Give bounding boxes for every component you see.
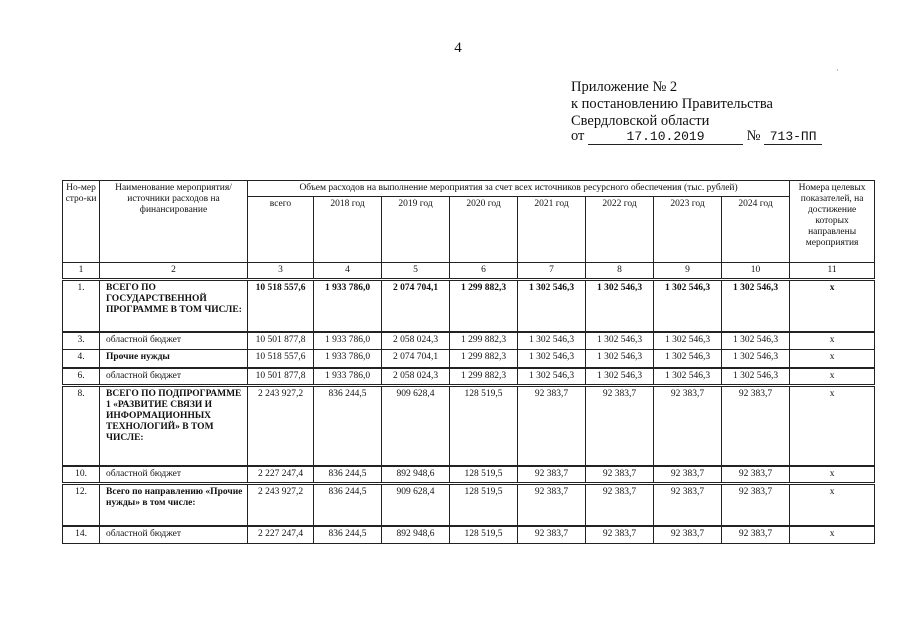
row-number: 12. <box>63 484 100 526</box>
row-value: 128 519,5 <box>450 466 518 484</box>
row-value: 1 299 882,3 <box>450 350 518 368</box>
from-label: от <box>571 128 585 144</box>
column-number: 6 <box>450 263 518 280</box>
header-2021: 2021 год <box>518 197 586 263</box>
appendix-line-2: к постановлению Правительства <box>571 96 773 112</box>
row-target: x <box>790 368 875 386</box>
row-value: 892 948,6 <box>382 466 450 484</box>
header-2018: 2018 год <box>314 197 382 263</box>
row-value: 1 302 546,3 <box>518 368 586 386</box>
row-value: 836 244,5 <box>314 386 382 466</box>
number-label: № <box>746 128 761 144</box>
column-number: 1 <box>63 263 100 280</box>
row-value: 1 302 546,3 <box>722 368 790 386</box>
row-value: 92 383,7 <box>518 484 586 526</box>
row-value: 128 519,5 <box>450 386 518 466</box>
row-value: 92 383,7 <box>722 484 790 526</box>
row-value: 2 074 704,1 <box>382 350 450 368</box>
table-body <box>63 280 875 544</box>
row-value: 2 074 704,1 <box>382 280 450 332</box>
row-value: 92 383,7 <box>722 466 790 484</box>
row-value: 92 383,7 <box>586 386 654 466</box>
row-name: областной бюджет <box>100 466 248 484</box>
row-value: 892 948,6 <box>382 526 450 544</box>
row-value: 1 302 546,3 <box>518 350 586 368</box>
row-value: 1 299 882,3 <box>450 280 518 332</box>
row-value: 1 302 546,3 <box>722 350 790 368</box>
row-value: 92 383,7 <box>654 386 722 466</box>
table-row <box>63 484 875 526</box>
header-targets: Номера целевых показателей, на достижение которых направлены мероприятия <box>790 181 875 263</box>
row-value: 1 302 546,3 <box>518 332 586 350</box>
column-number: 5 <box>382 263 450 280</box>
table-row <box>63 386 875 466</box>
row-value: 1 302 546,3 <box>586 332 654 350</box>
row-value: 1 302 546,3 <box>654 368 722 386</box>
expenses-table <box>62 180 875 544</box>
row-value: 1 302 546,3 <box>654 332 722 350</box>
row-value: 92 383,7 <box>586 526 654 544</box>
row-value: 1 302 546,3 <box>586 368 654 386</box>
row-value: 92 383,7 <box>654 484 722 526</box>
row-target: x <box>790 332 875 350</box>
row-value: 1 299 882,3 <box>450 368 518 386</box>
row-target: x <box>790 350 875 368</box>
header-2020: 2020 год <box>450 197 518 263</box>
header-name: Наименование мероприятия/ источники расходов на финансирование <box>100 181 248 263</box>
row-value: 2 058 024,3 <box>382 332 450 350</box>
header-2023: 2023 год <box>654 197 722 263</box>
row-value: 128 519,5 <box>450 526 518 544</box>
row-target: x <box>790 466 875 484</box>
row-value: 1 933 786,0 <box>314 350 382 368</box>
row-value: 909 628,4 <box>382 386 450 466</box>
row-value: 2 227 247,4 <box>248 526 314 544</box>
table-row <box>63 466 875 484</box>
row-value: 1 302 546,3 <box>654 350 722 368</box>
row-value: 2 227 247,4 <box>248 466 314 484</box>
table-row <box>63 350 875 368</box>
column-number: 11 <box>790 263 875 280</box>
row-name: областной бюджет <box>100 332 248 350</box>
row-target: x <box>790 526 875 544</box>
row-name: ВСЕГО ПО ГОСУДАРСТВЕННОЙ ПРОГРАММЕ В ТОМ ЧИСЛЕ: <box>100 280 248 332</box>
column-number: 4 <box>314 263 382 280</box>
row-value: 92 383,7 <box>518 466 586 484</box>
row-number: 8. <box>63 386 100 466</box>
row-number: 4. <box>63 350 100 368</box>
header-2024: 2024 год <box>722 197 790 263</box>
row-value: 2 243 927,2 <box>248 484 314 526</box>
row-number: 14. <box>63 526 100 544</box>
table-row <box>63 368 875 386</box>
row-name: Всего по направлению «Прочие нужды» в том числе: <box>100 484 248 526</box>
row-value: 1 933 786,0 <box>314 280 382 332</box>
row-target: x <box>790 484 875 526</box>
appendix-title: Приложение № 2 <box>571 79 678 95</box>
header-total: всего <box>248 197 314 263</box>
row-value: 1 302 546,3 <box>654 280 722 332</box>
header-volume: Объем расходов на выполнение мероприятия за счет всех источников ресурсного обеспечения (тыс. рублей) <box>248 181 790 197</box>
row-value: 92 383,7 <box>586 466 654 484</box>
column-numbers-row <box>63 263 875 280</box>
row-value: 836 244,5 <box>314 484 382 526</box>
row-value: 10 518 557,6 <box>248 350 314 368</box>
row-number: 1. <box>63 280 100 332</box>
row-value: 1 302 546,3 <box>586 280 654 332</box>
row-value: 92 383,7 <box>518 386 586 466</box>
column-number: 10 <box>722 263 790 280</box>
row-value: 92 383,7 <box>586 484 654 526</box>
header-2022: 2022 год <box>586 197 654 263</box>
row-value: 10 501 877,8 <box>248 332 314 350</box>
row-value: 128 519,5 <box>450 484 518 526</box>
row-value: 1 933 786,0 <box>314 332 382 350</box>
column-number: 9 <box>654 263 722 280</box>
column-number: 8 <box>586 263 654 280</box>
appendix-block <box>571 79 773 130</box>
row-value: 2 243 927,2 <box>248 386 314 466</box>
row-number: 3. <box>63 332 100 350</box>
row-name: Прочие нужды <box>100 350 248 368</box>
row-value: 1 302 546,3 <box>722 280 790 332</box>
resolution-reference <box>571 128 822 145</box>
row-value: 92 383,7 <box>722 526 790 544</box>
row-name: областной бюджет <box>100 368 248 386</box>
row-target: x <box>790 386 875 466</box>
row-value: 92 383,7 <box>518 526 586 544</box>
column-number: 2 <box>100 263 248 280</box>
header-row-no: Но-мер стро-ки <box>63 181 100 263</box>
table-row <box>63 332 875 350</box>
resolution-date: 17.10.2019 <box>588 129 743 145</box>
row-value: 1 933 786,0 <box>314 368 382 386</box>
row-name: ВСЕГО ПО ПОДПРОГРАММЕ 1 «РАЗВИТИЕ СВЯЗИ И ИНФОРМАЦИОННЫХ ТЕХНОЛОГИЙ» В ТОМ ЧИСЛЕ: <box>100 386 248 466</box>
resolution-number: 713-ПП <box>764 129 822 145</box>
row-target: x <box>790 280 875 332</box>
page-number: 4 <box>454 40 462 56</box>
row-name: областной бюджет <box>100 526 248 544</box>
row-value: 836 244,5 <box>314 526 382 544</box>
row-value: 1 299 882,3 <box>450 332 518 350</box>
row-value: 10 501 877,8 <box>248 368 314 386</box>
scan-mark: · <box>836 66 839 75</box>
row-value: 1 302 546,3 <box>518 280 586 332</box>
row-value: 836 244,5 <box>314 466 382 484</box>
table-row <box>63 280 875 332</box>
header-2019: 2019 год <box>382 197 450 263</box>
row-value: 92 383,7 <box>654 466 722 484</box>
row-value: 92 383,7 <box>722 386 790 466</box>
row-value: 2 058 024,3 <box>382 368 450 386</box>
appendix-line-3: Свердловской области <box>571 113 710 129</box>
row-number: 6. <box>63 368 100 386</box>
row-value: 1 302 546,3 <box>586 350 654 368</box>
row-value: 1 302 546,3 <box>722 332 790 350</box>
table-row <box>63 526 875 544</box>
row-value: 10 518 557,6 <box>248 280 314 332</box>
row-value: 909 628,4 <box>382 484 450 526</box>
column-number: 7 <box>518 263 586 280</box>
row-value: 92 383,7 <box>654 526 722 544</box>
column-number: 3 <box>248 263 314 280</box>
row-number: 10. <box>63 466 100 484</box>
